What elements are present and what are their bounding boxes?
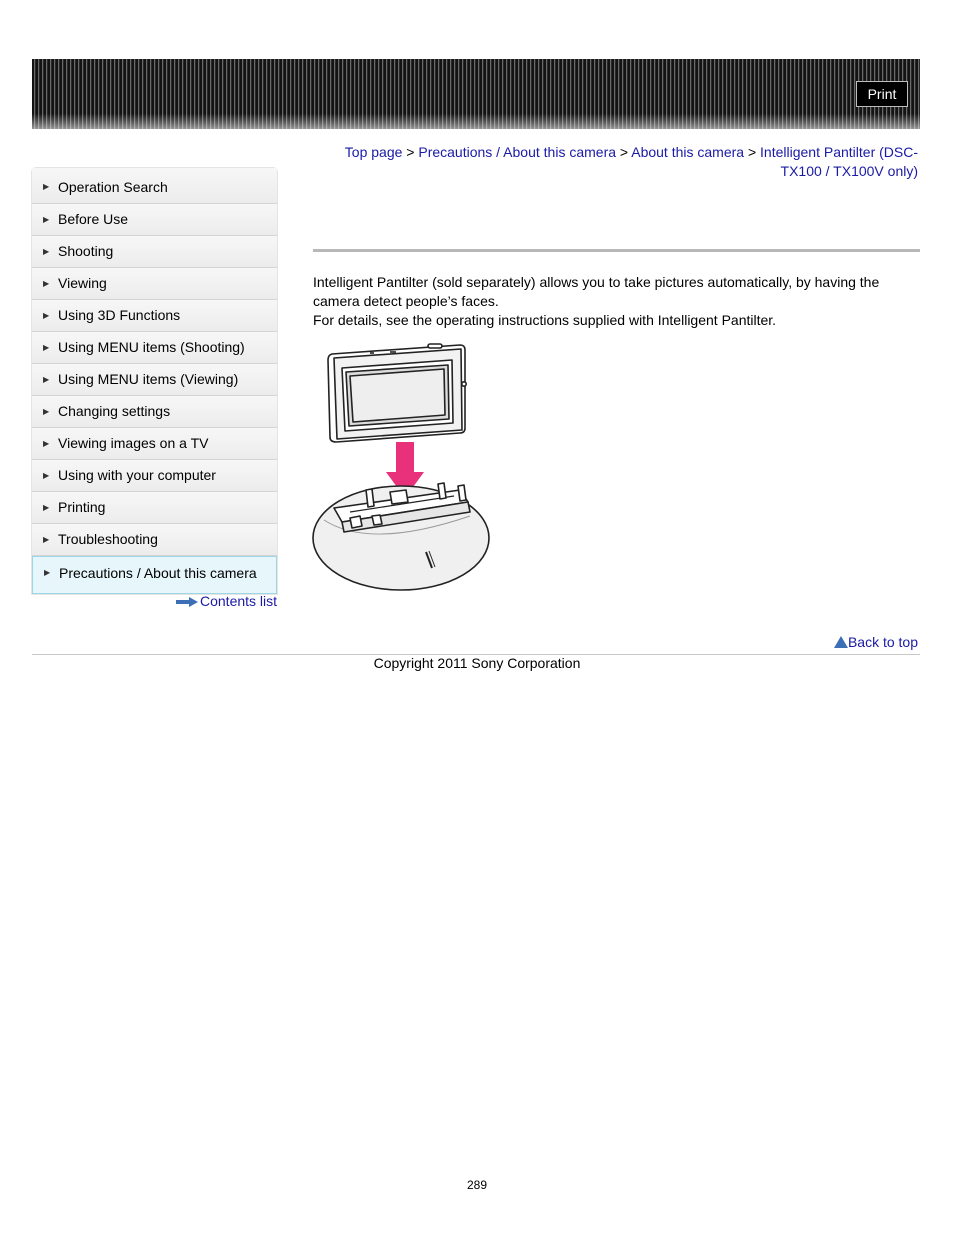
header-bar [32, 59, 920, 129]
sidebar-item-label: Using with your computer [58, 467, 216, 483]
contents-list-link[interactable] [176, 593, 277, 609]
sidebar-item-label: Troubleshooting [58, 531, 158, 547]
triangle-up-icon [834, 636, 848, 648]
back-to-top-label: Back to top [847, 634, 918, 650]
triangle-right-icon: ▶ [43, 247, 50, 256]
triangle-right-icon: ▶ [43, 215, 50, 224]
sidebar-item-label: Changing settings [58, 403, 171, 419]
article-body [313, 273, 920, 330]
back-to-top-link[interactable] [834, 634, 918, 650]
sidebar-item-label: Using MENU items (Shooting) [58, 339, 245, 355]
sidebar-item-label: Precautions / About this camera [59, 565, 257, 581]
breadcrumb-separator: > [406, 144, 415, 160]
triangle-right-icon: ▶ [43, 182, 50, 191]
sidebar-item-label: Before Use [58, 211, 129, 227]
sidebar-item-menu-viewing[interactable] [32, 364, 277, 396]
triangle-right-icon: ▶ [43, 439, 50, 448]
triangle-right-icon: ▶ [43, 279, 50, 288]
breadcrumb-precautions[interactable]: Precautions / About this camera [418, 144, 617, 160]
body-paragraph: Intelligent Pantilter (sold separately) allows you to take pictures automatically, by having the camera detect people’s faces. [313, 274, 880, 309]
sidebar-item-shooting[interactable] [32, 236, 277, 268]
sidebar-item-label: Viewing images on a TV [58, 435, 209, 451]
sidebar-item-computer[interactable] [32, 460, 277, 492]
triangle-right-icon: ▶ [44, 568, 51, 577]
sidebar-item-label: Viewing [58, 275, 107, 291]
breadcrumb-about-camera[interactable]: About this camera [631, 144, 745, 160]
breadcrumb-current-page[interactable]: Intelligent Pantilter (DSC-TX100 / TX100V only) [760, 144, 918, 179]
sidebar-item-viewing[interactable] [32, 268, 277, 300]
breadcrumb-separator: > [619, 144, 629, 160]
sidebar-item-printing[interactable] [32, 492, 277, 524]
breadcrumb-separator: > [747, 144, 757, 160]
sidebar-item-label: Operation Search [58, 179, 168, 195]
contents-list-label: Contents list [200, 593, 278, 609]
body-paragraph: For details, see the operating instructions supplied with Intelligent Pantilter. [313, 312, 777, 328]
sidebar-item-label: Shooting [58, 243, 114, 259]
sidebar-item-operation-search[interactable] [32, 168, 277, 204]
triangle-right-icon: ▶ [43, 375, 50, 384]
triangle-right-icon: ▶ [43, 311, 50, 320]
triangle-right-icon: ▶ [43, 343, 50, 352]
breadcrumb [313, 143, 918, 181]
sidebar-item-troubleshooting[interactable] [32, 524, 277, 556]
title-divider [313, 249, 920, 252]
sidebar-item-precautions[interactable] [32, 556, 277, 594]
sidebar-item-menu-shooting[interactable] [32, 332, 277, 364]
sidebar-item-changing-settings[interactable] [32, 396, 277, 428]
sidebar-item-before-use[interactable] [32, 204, 277, 236]
triangle-right-icon: ▶ [43, 471, 50, 480]
sidebar-item-label: Printing [58, 499, 106, 515]
triangle-right-icon: ▶ [43, 535, 50, 544]
arrow-right-icon [176, 597, 198, 607]
sidebar-item-label: Using MENU items (Viewing) [58, 371, 239, 387]
sidebar-item-viewing-tv[interactable] [32, 428, 277, 460]
copyright-text: Copyright 2011 Sony Corporation [373, 655, 581, 671]
pantilter-illustration [310, 340, 495, 592]
sidebar-item-label: Using 3D Functions [58, 307, 181, 323]
triangle-right-icon: ▶ [43, 503, 50, 512]
breadcrumb-top-page[interactable]: Top page [344, 144, 403, 160]
triangle-right-icon: ▶ [43, 407, 50, 416]
print-button[interactable]: Print [856, 81, 908, 107]
sidebar-item-3d-functions[interactable] [32, 300, 277, 332]
page-number: 289 [466, 1178, 488, 1192]
sidebar-nav [32, 168, 277, 594]
